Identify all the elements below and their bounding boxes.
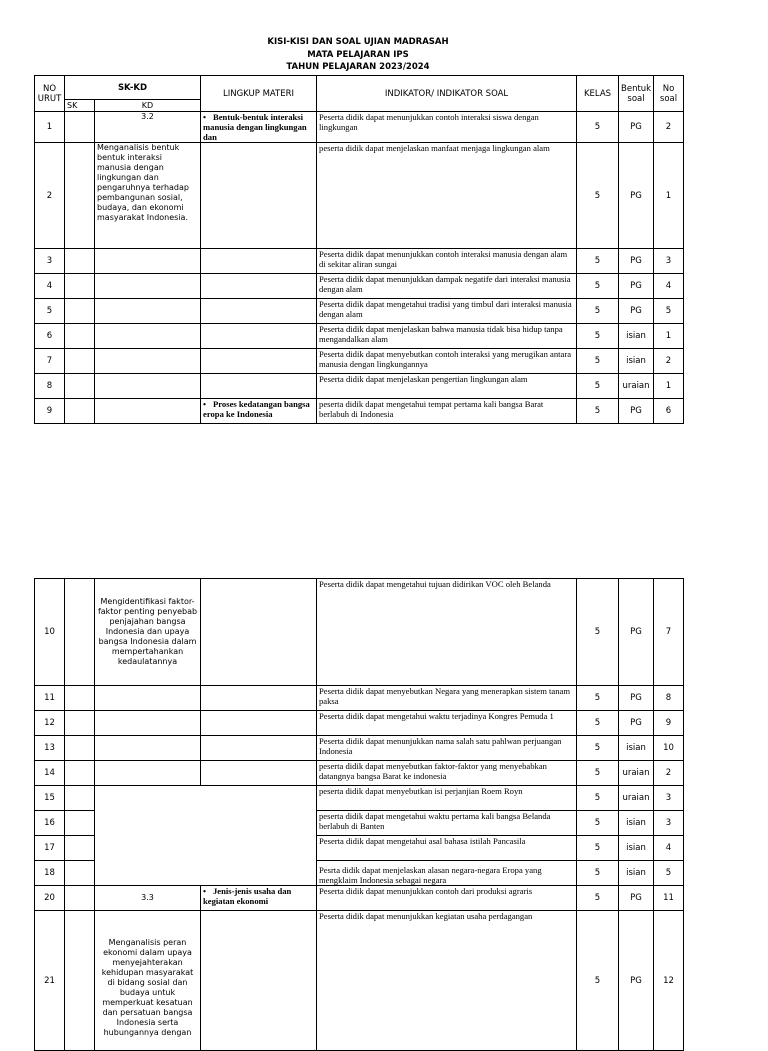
sk-cell [65, 249, 95, 274]
kelas-cell: 5 [577, 761, 619, 786]
no-soal-cell: 8 [654, 686, 684, 711]
lingkup-cell [201, 686, 317, 711]
kisi-kisi-table-2 [34, 578, 684, 1051]
row-no: 21 [35, 911, 65, 1051]
indikator-cell: peserta didik dapat menyebutkan faktor-faktor yang menyebabkan datangnya bangsa Barat ke indonesia [317, 761, 577, 786]
kd-cell [95, 761, 201, 786]
table-row [35, 399, 684, 424]
indikator-cell: Peserta didik dapat menyebutkan contoh interaksi yang merugikan antara manusia dengan lingkungannya [317, 349, 577, 374]
table-row [35, 786, 684, 811]
lingkup-text: Bentuk-bentuk interaksi manusia dengan lingkungan dan [203, 112, 307, 142]
row-no: 6 [35, 324, 65, 349]
sk-cell [65, 711, 95, 736]
lingkup-cell [201, 579, 317, 686]
indikator-cell: Peserta didik dapat menunjukkan nama salah satu pahlwan perjuangan Indonesia [317, 736, 577, 761]
table-row [35, 579, 684, 686]
merged-empty-cell [95, 786, 317, 886]
table-row [35, 736, 684, 761]
col-skkd: SK-KD [65, 76, 201, 100]
doc-title-line2: MATA PELAJARAN IPS [307, 50, 409, 60]
header-row [35, 76, 684, 100]
row-no: 16 [35, 811, 65, 836]
lingkup-cell [201, 349, 317, 374]
kd-cell [95, 324, 201, 349]
lingkup-cell [201, 274, 317, 299]
no-soal-cell: 2 [654, 761, 684, 786]
kd-cell [95, 249, 201, 274]
indikator-cell: peserta didik dapat mengetahui tempat pertama kali bangsa Barat berlabuh di Indonesia [317, 399, 577, 424]
col-no-urut: NO URUT [35, 76, 65, 112]
no-soal-cell: 5 [654, 299, 684, 324]
kelas-cell: 5 [577, 299, 619, 324]
no-soal-cell: 1 [654, 143, 684, 249]
lingkup-text: Jenis-jenis usaha dan kegiatan ekonomi [203, 886, 292, 906]
kd-cell [95, 399, 201, 424]
bentuk-cell: PG [619, 886, 654, 911]
no-soal-cell: 3 [654, 811, 684, 836]
kisi-kisi-table-1 [34, 75, 684, 424]
table-row [35, 249, 684, 274]
no-soal-cell: 1 [654, 374, 684, 399]
kd-cell [95, 274, 201, 299]
row-no: 3 [35, 249, 65, 274]
bentuk-cell: isian [619, 861, 654, 886]
row-no: 7 [35, 349, 65, 374]
bentuk-cell: isian [619, 811, 654, 836]
lingkup-cell: • Jenis-jenis usaha dan kegiatan ekonomi [201, 886, 317, 911]
kd-cell [95, 374, 201, 399]
table-row [35, 274, 684, 299]
row-no: 18 [35, 861, 65, 886]
sk-cell [65, 886, 95, 911]
kelas-cell: 5 [577, 579, 619, 686]
sk-cell [65, 761, 95, 786]
bentuk-cell: isian [619, 736, 654, 761]
bentuk-cell: PG [619, 911, 654, 1051]
lingkup-text: Proses kedatangan bangsa eropa ke Indonesia [203, 399, 310, 419]
row-no: 15 [35, 786, 65, 811]
bentuk-cell: PG [619, 112, 654, 143]
sk-cell [65, 686, 95, 711]
indikator-cell: Peserta didik dapat menyebutkan Negara yang menerapkan sistem tanam paksa [317, 686, 577, 711]
kelas-cell: 5 [577, 274, 619, 299]
table-row [35, 711, 684, 736]
row-no: 17 [35, 836, 65, 861]
indikator-cell: Peserta didik dapat mengetahui waktu terjadinya Kongres Pemuda 1 [317, 711, 577, 736]
kelas-cell: 5 [577, 736, 619, 761]
indikator-cell: Pesrta didik dapat menjelaskan alasan negara-negara Eropa yang mengklaim Indonesia sebagai negara [317, 861, 577, 886]
row-no: 2 [35, 143, 65, 249]
lingkup-cell [201, 761, 317, 786]
lingkup-cell: • Proses kedatangan bangsa eropa ke Indonesia [201, 399, 317, 424]
kelas-cell: 5 [577, 249, 619, 274]
col-sk: SK [65, 100, 95, 112]
sk-cell [65, 299, 95, 324]
col-kelas: KELAS [577, 76, 619, 112]
col-bentuk: Bentuk soal [619, 76, 654, 112]
sk-cell [65, 811, 95, 836]
table-row [35, 686, 684, 711]
indikator-cell: Peserta didik dapat mengetahui tujuan didirikan VOC oleh Belanda [317, 579, 577, 686]
bentuk-cell: isian [619, 836, 654, 861]
lingkup-cell [201, 299, 317, 324]
row-no: 1 [35, 112, 65, 143]
sk-cell [65, 836, 95, 861]
kd-cell [95, 736, 201, 761]
table-row [35, 324, 684, 349]
indikator-cell: Peserta didik dapat menunjukkan dampak negatife dari interaksi manusia dengan alam [317, 274, 577, 299]
no-soal-cell: 1 [654, 324, 684, 349]
kelas-cell: 5 [577, 836, 619, 861]
lingkup-cell [201, 911, 317, 1051]
bentuk-cell: isian [619, 349, 654, 374]
lingkup-cell [201, 711, 317, 736]
row-no: 13 [35, 736, 65, 761]
bentuk-cell: PG [619, 579, 654, 686]
sk-cell [65, 786, 95, 811]
no-soal-cell: 6 [654, 399, 684, 424]
bentuk-cell: uraian [619, 786, 654, 811]
bentuk-cell: PG [619, 686, 654, 711]
bentuk-cell: uraian [619, 374, 654, 399]
table-row [35, 911, 684, 1051]
bentuk-cell: PG [619, 399, 654, 424]
bentuk-cell: PG [619, 249, 654, 274]
bentuk-cell: PG [619, 299, 654, 324]
sk-cell [65, 579, 95, 686]
col-no-soal: No soal [654, 76, 684, 112]
table-row [35, 112, 684, 143]
kelas-cell: 5 [577, 374, 619, 399]
no-soal-cell: 5 [654, 861, 684, 886]
kelas-cell: 5 [577, 886, 619, 911]
sk-cell [65, 112, 95, 143]
table-row [35, 143, 684, 249]
sk-cell [65, 349, 95, 374]
kd-description: Mengidentifikasi faktor-faktor penting penyebab penjajahan bangsa Indonesia dan upaya bangsa Indonesia dalam mempertahankan kedaulatannya [95, 579, 201, 686]
doc-title-line1: KISI-KISI DAN SOAL UJIAN MADRASAH [267, 37, 449, 47]
sk-cell [65, 274, 95, 299]
kelas-cell: 5 [577, 112, 619, 143]
row-no: 9 [35, 399, 65, 424]
table-row [35, 374, 684, 399]
no-soal-cell: 3 [654, 249, 684, 274]
kelas-cell: 5 [577, 786, 619, 811]
kelas-cell: 5 [577, 349, 619, 374]
kd-cell [95, 711, 201, 736]
bentuk-cell: PG [619, 143, 654, 249]
no-soal-cell: 4 [654, 836, 684, 861]
kelas-cell: 5 [577, 861, 619, 886]
bentuk-cell: uraian [619, 761, 654, 786]
kd-cell: 3.3 [95, 886, 201, 911]
no-soal-cell: 10 [654, 736, 684, 761]
kd-cell [95, 349, 201, 374]
sk-cell [65, 143, 95, 249]
kelas-cell: 5 [577, 911, 619, 1051]
kd-description: Menganalisis bentuk bentuk interaksi manusia dengan lingkungan dan pengaruhnya terhadap pembangunan sosial, budaya, dan ekonomi masyarakat Indonesia. [95, 143, 201, 249]
indikator-cell: peserta didik dapat mengetahui waktu pertama kali bangsa Belanda berlabuh di Banten [317, 811, 577, 836]
indikator-cell: peserta didik dapat menyebutkan isi perjanjian Roem Royn [317, 786, 577, 811]
no-soal-cell: 4 [654, 274, 684, 299]
lingkup-cell: • Bentuk-bentuk interaksi manusia dengan lingkungan dan [201, 112, 317, 143]
kd-cell [95, 686, 201, 711]
row-no: 12 [35, 711, 65, 736]
lingkup-cell [201, 736, 317, 761]
bentuk-cell: PG [619, 711, 654, 736]
lingkup-cell [201, 249, 317, 274]
no-soal-cell: 7 [654, 579, 684, 686]
no-soal-cell: 12 [654, 911, 684, 1051]
bentuk-cell: isian [619, 324, 654, 349]
kelas-cell: 5 [577, 399, 619, 424]
table-row [35, 761, 684, 786]
no-soal-cell: 9 [654, 711, 684, 736]
sk-cell [65, 861, 95, 886]
doc-title-line3: TAHUN PELAJARAN 2023/2024 [286, 62, 430, 72]
table-row [35, 299, 684, 324]
row-no: 20 [35, 886, 65, 911]
row-no: 11 [35, 686, 65, 711]
kd-cell [95, 299, 201, 324]
bentuk-cell: PG [619, 274, 654, 299]
sk-cell [65, 324, 95, 349]
table-row [35, 886, 684, 911]
row-no: 8 [35, 374, 65, 399]
sk-cell [65, 399, 95, 424]
row-no: 10 [35, 579, 65, 686]
kd-cell: 3.2 [95, 112, 201, 143]
sk-cell [65, 736, 95, 761]
no-soal-cell: 2 [654, 112, 684, 143]
indikator-cell: Peserta didik dapat menunjukkan contoh interaksi siswa dengan lingkungan [317, 112, 577, 143]
lingkup-cell [201, 324, 317, 349]
indikator-cell: Peserta didik dapat menunjukkan contoh interaksi manusia dengan alam di sekitar aliran sungai [317, 249, 577, 274]
row-no: 14 [35, 761, 65, 786]
no-soal-cell: 2 [654, 349, 684, 374]
no-soal-cell: 11 [654, 886, 684, 911]
col-indikator: INDIKATOR/ INDIKATOR SOAL [317, 76, 577, 112]
row-no: 4 [35, 274, 65, 299]
kelas-cell: 5 [577, 711, 619, 736]
no-soal-cell: 3 [654, 786, 684, 811]
row-no: 5 [35, 299, 65, 324]
sk-cell [65, 374, 95, 399]
indikator-cell: Peserta didik dapat mengetahui asal bahasa istilah Pancasila [317, 836, 577, 861]
col-lingkup: LINGKUP MATERI [201, 76, 317, 112]
indikator-cell: peserta didik dapat menjelaskan manfaat menjaga lingkungan alam [317, 143, 577, 249]
kd-description: Menganalisis peran ekonomi dalam upaya menyejahterakan kehidupan masyarakat di bidang sosial dan budaya untuk memperkuat kesatuan dan persatuan bangsa Indonesia serta hubungannya dengan [95, 911, 201, 1051]
indikator-cell: Peserta didik dapat menjelaskan pengertian lingkungan alam [317, 374, 577, 399]
sk-cell [65, 911, 95, 1051]
indikator-cell: Peserta didik dapat menjelaskan bahwa manusia tidak bisa hidup tanpa mengandalkan alam [317, 324, 577, 349]
kelas-cell: 5 [577, 811, 619, 836]
indikator-cell: Peserta didik dapat menunjukkan contoh dari produksi agraris [317, 886, 577, 911]
kelas-cell: 5 [577, 324, 619, 349]
indikator-cell: Peserta didik dapat menunjukkan kegiatan usaha perdagangan [317, 911, 577, 1051]
lingkup-cell [201, 143, 317, 249]
kelas-cell: 5 [577, 686, 619, 711]
table-row [35, 349, 684, 374]
indikator-cell: Peserta didik dapat mengetahui tradisi yang timbul dari interaksi manusia dengan alam [317, 299, 577, 324]
col-kd: KD [95, 100, 201, 112]
lingkup-cell [201, 374, 317, 399]
kelas-cell: 5 [577, 143, 619, 249]
